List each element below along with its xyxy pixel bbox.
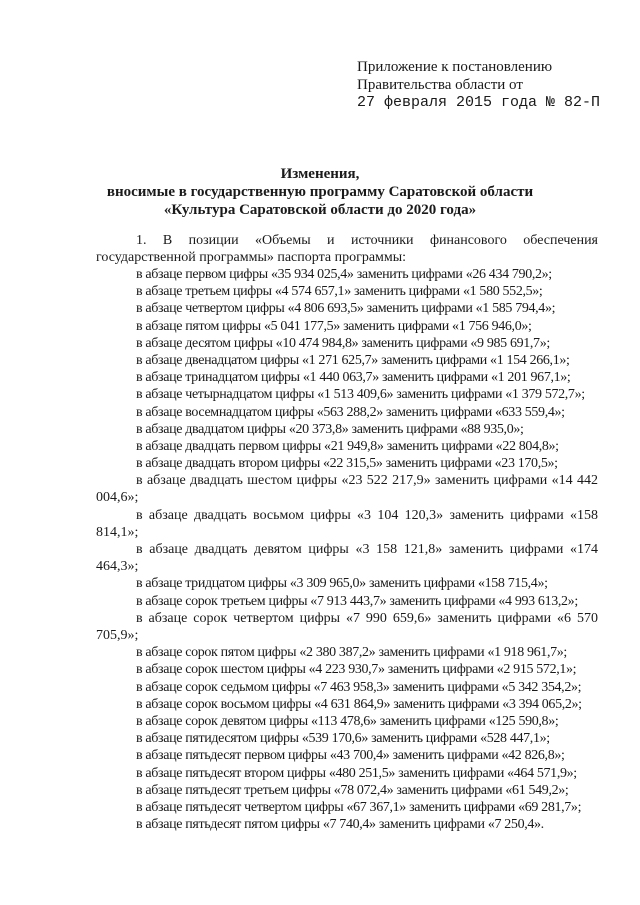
amendment-item: в абзаце двадцать восьмом цифры «3 104 120,3» заменить цифрами «158 814,1»; <box>96 507 598 540</box>
amendment-item: в абзаце сорок седьмом цифры «7 463 958,3» заменить цифрами «5 342 354,2»; <box>136 679 582 695</box>
amendment-item: в абзаце пятьдесят втором цифры «480 251,5» заменить цифрами «464 571,9»; <box>136 765 577 781</box>
amendment-item: в абзаце сорок восьмом цифры «4 631 864,9» заменить цифрами «3 394 065,2»; <box>136 696 582 712</box>
title-line-3: «Культура Саратовской области до 2020 года» <box>163 202 477 218</box>
amendment-item: в абзаце четырнадцатом цифры «1 513 409,6» заменить цифрами «1 379 572,7»; <box>136 387 585 403</box>
amendment-item: в абзаце пятьдесят четвертом цифры «67 367,1» заменить цифрами «69 281,7»; <box>136 799 582 815</box>
appendix-header <box>357 58 600 112</box>
document-body <box>96 232 598 833</box>
amendment-item: в абзаце двенадцатом цифры «1 271 625,7» заменить цифрами «1 154 266,1»; <box>136 352 570 368</box>
title-line-2: вносимые в государственную программу Саратовской области <box>106 184 534 200</box>
amendment-item: в абзаце двадцать первом цифры «21 949,8» заменить цифрами «22 804,8»; <box>136 438 559 454</box>
amendment-item: в абзаце сорок шестом цифры «4 223 930,7» заменить цифрами «2 915 572,1»; <box>136 662 577 678</box>
amendment-item: в абзаце сорок четвертом цифры «7 990 659,6» заменить цифрами «6 570 705,9»; <box>96 610 598 644</box>
amendment-item: в абзаце двадцать шестом цифры «23 522 217,9» заменить цифрами «14 442 004,6»; <box>96 473 598 506</box>
amendment-item: в абзаце восемнадцатом цифры «563 288,2» заменить цифрами «633 559,4»; <box>136 404 565 420</box>
title-line-1: Изменения, <box>280 166 360 182</box>
amendment-item: в абзаце тринадцатом цифры «1 440 063,7» заменить цифрами «1 201 967,1»; <box>136 370 571 386</box>
appendix-line-1: Приложение к постановлению <box>357 59 553 75</box>
amendment-item: в абзаце пятьдесят первом цифры «43 700,4» заменить цифрами «42 826,8»; <box>136 748 565 764</box>
amendment-item: в абзаце тридцатом цифры «3 309 965,0» заменить цифрами «158 715,4»; <box>136 576 548 592</box>
amendment-item: в абзаце сорок пятом цифры «2 380 387,2» заменить цифрами «1 918 961,7»; <box>136 645 567 661</box>
appendix-line-2: Правительства области от <box>357 77 523 93</box>
intro-paragraph: 1. В позиции «Объемы и источники финансового обеспечения государственной программы» паспорта программы: <box>96 233 598 265</box>
amendment-item: в абзаце пятьдесят пятом цифры «7 740,4» заменить цифрами «7 250,4». <box>136 817 544 833</box>
amendment-item: в абзаце пятом цифры «5 041 177,5» заменить цифрами «1 756 946,0»; <box>136 318 532 334</box>
amendment-item: в абзаце первом цифры «35 934 025,4» заменить цифрами «26 434 790,2»; <box>136 267 552 282</box>
document-title <box>0 165 640 219</box>
amendment-item: в абзаце сорок третьем цифры «7 913 443,7» заменить цифрами «4 993 613,2»; <box>136 593 578 609</box>
amendment-item: в абзаце двадцать втором цифры «22 315,5» заменить цифрами «23 170,5»; <box>136 456 558 472</box>
amendment-item: в абзаце сорок девятом цифры «113 478,6» заменить цифрами «125 590,8»; <box>136 714 559 729</box>
amendment-item: в абзаце третьем цифры «4 574 657,1» заменить цифрами «1 580 552,5»; <box>136 284 543 300</box>
amendment-item: в абзаце пятидесятом цифры «539 170,6» заменить цифрами «528 447,1»; <box>136 731 550 747</box>
appendix-date-stamp: 27 февраля 2015 года № 82-П <box>357 94 601 111</box>
amendment-item: в абзаце десятом цифры «10 474 984,8» заменить цифрами «9 985 691,7»; <box>136 335 550 351</box>
amendment-item: в абзаце пятьдесят третьем цифры «78 072,4» заменить цифрами «61 549,2»; <box>136 782 569 798</box>
amendment-item: в абзаце четвертом цифры «4 806 693,5» заменить цифрами «1 585 794,4»; <box>136 301 556 317</box>
amendment-item: в абзаце двадцатом цифры «20 373,8» заменить цифрами «88 935,0»; <box>136 421 524 437</box>
amendment-item: в абзаце двадцать девятом цифры «3 158 121,8» заменить цифрами «174 464,3»; <box>96 542 598 575</box>
